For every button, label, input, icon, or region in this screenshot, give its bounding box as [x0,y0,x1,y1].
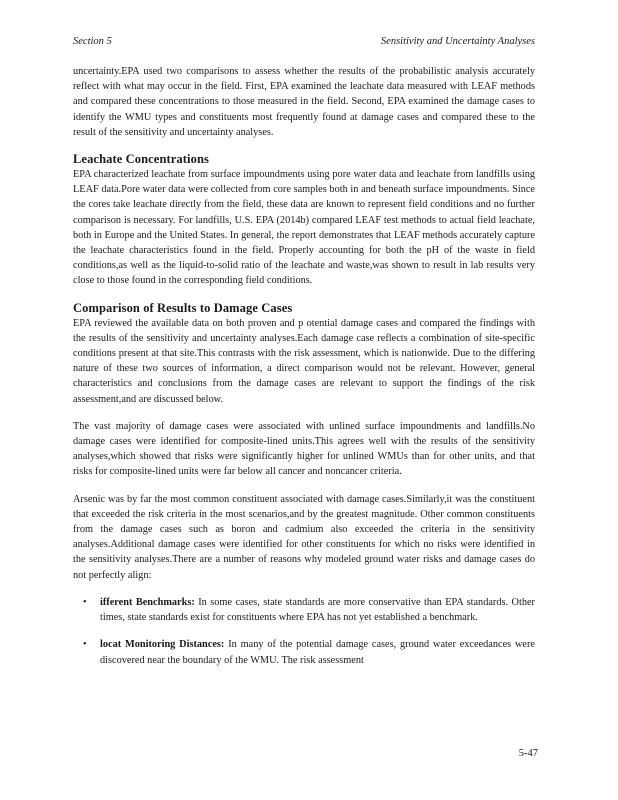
bullet-lead: locat Monitoring Distances: [100,639,225,651]
leachate-heading: Leachate Concentrations [73,152,209,167]
bullet-text: In some cases, state standards are more conservative than EPA standards. Other times, state standards exist for constituents where EPA has not yet established a benchmark. [100,596,535,624]
damage-paragraph-2: The vast majority of damage cases were associated with unlined surface impoundments and landfills.No damage cases were identified for composite-lined units.This agrees well with the results of the sensitivity analyses,which showed that risks were significantly higher for unlined WMUs than for other units, and that risks for composite-lined units were far below all cancer and noncancer criteria. [73,420,535,478]
page-body [73,64,535,668]
intro-paragraph: uncertainty.EPA used two comparisons to assess whether the results of the probabilistic analysis accurately reflect with what may occur in the field. First, EPA examined the leachate data measured with LEAF methods and compared these concentrations to those measured in the field. Second, EPA examined the damage cases to identify the WMU types and constituents most frequently found at damage cases and compared these to the result of the sensitivity and uncertainty analyses. [73,66,535,138]
page-header [73,36,535,52]
section-label: Section 5 [73,36,112,47]
bullet-benchmarks [73,595,535,625]
damage-paragraph-3: Arsenic was by far the most common constituent associated with damage cases.Similarly,it was the constituent that exceeded the risk criteria in the most scenarios,and by the greatest magnitude. Other common constituents from the damage cases such as boron and cadmium also exceeded the criteria in the sensitivity analyses.Additional damage cases were identified for other constituents for which no risks were identified in the sensitivity analyses.There are a number of reasons why modeled ground water risks and damage cases do not perfectly align: [73,493,535,581]
leachate-paragraph: EPA characterized leachate from surface impoundments using pore water data and leachate from landfills using LEAF data.Pore water data were collected from core samples both in and beneath surface impoundments. Since the cores take leachate directly from the field, these data are known to represent field conditions and no further comparison is necessary. For landfills, U.S. EPA (2014b) compared LEAF test methods to actual field leachate, both in Europe and the United States. In general, the report demonstrates that LEAF methods accurately capture the leachate characteristics found in the field. Properly accounting for both the pH of the waste in field conditions,as well as the liquid-to-solid ratio of the leachate and waste,was shown to result in lab results very close to those found in the corresponding field conditions. [73,169,535,287]
bullet-marker: • [83,639,87,651]
page-number: 5-47 [518,748,538,759]
damage-cases-heading: Comparison of Results to Damage Cases [73,300,293,315]
section-title: Sensitivity and Uncertainty Analyses [380,36,535,47]
bullet-text: In many of the potential damage cases, ground water exceedances were discovered near the boundary of the WMU. The risk assessment [100,639,536,666]
bullet-lead: ifferent Benchmarks: [100,596,195,608]
damage-paragraph-1: EPA reviewed the available data on both proven and p otential damage cases and compared the findings with the results of the sensitivity and uncertainty analyses.Each damage case reflects a combination of site-specific conditions present at that site.This contrasts with the risk assessment, which is nationwide. Due to the differing nature of these two sources of information, a direct comparison would not be relevant. However, general characteristics and conclusions from the damage cases are relevant to support the findings of the risk assessment,and are discussed below. [73,317,535,405]
bullet-marker: • [83,596,87,608]
bullet-monitoring-distances [73,637,535,667]
